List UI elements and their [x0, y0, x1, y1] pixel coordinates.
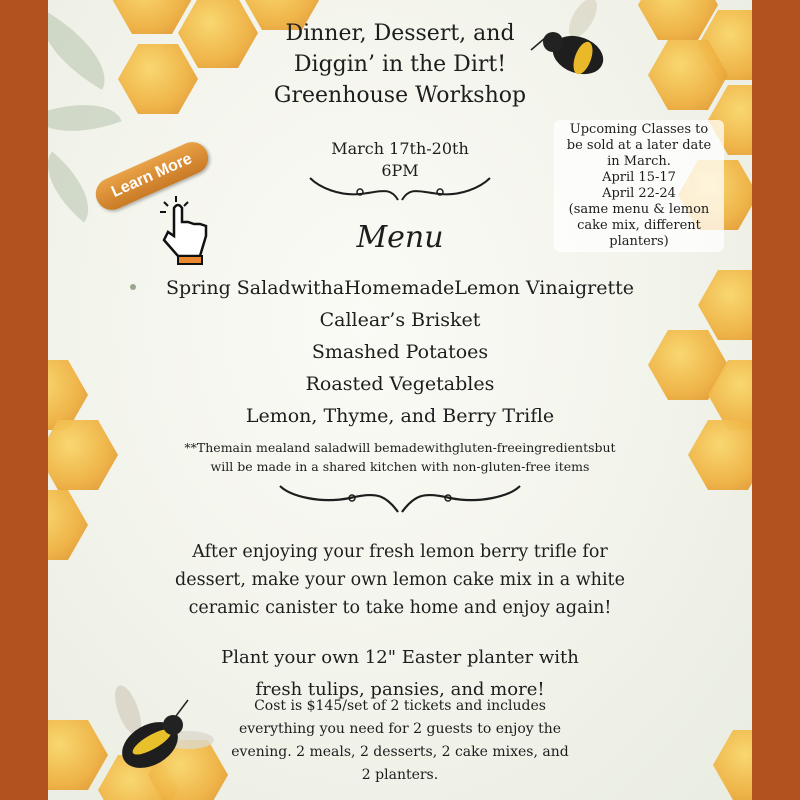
title-line: Diggin’ in the Dirt! [293, 52, 507, 77]
learn-more-label: Learn More [108, 150, 195, 201]
gluten-free-note [48, 438, 752, 476]
event-flyer [48, 0, 752, 800]
planter-line: fresh tulips, pansies, and more! [255, 679, 545, 700]
menu-item: Callear’s Brisket [319, 309, 481, 331]
menu-item: Lemon, Thyme, and Berry Trifle [245, 405, 555, 427]
title-line: Dinner, Dessert, and [285, 21, 515, 46]
menu-heading: Menu [356, 220, 444, 255]
upcoming-line: cake mix, different [577, 218, 701, 233]
upcoming-line: in March. [607, 154, 671, 169]
cost-line: evening. 2 meals, 2 desserts, 2 cake mixes, and [231, 744, 569, 760]
event-title [48, 18, 752, 111]
menu-item: Spring SaladwithaHomemadeLemon Vinaigrette [166, 277, 634, 299]
cost-text [48, 695, 752, 787]
cost-line: 2 planters. [361, 767, 439, 783]
note-line: will be made in a shared kitchen with non-gluten-free items [210, 459, 590, 474]
upcoming-line: planters) [609, 234, 669, 249]
cost-line: Cost is $145/set of 2 tickets and includes [254, 698, 546, 714]
event-time: 6PM [381, 161, 419, 180]
note-line: **Themain mealand saladwill bemadewithgluten-freeingredientsbut [184, 440, 616, 455]
description-line: After enjoying your fresh lemon berry trifle for [192, 542, 608, 562]
description-line: ceramic canister to take home and enjoy again! [188, 598, 612, 618]
flourish-divider-icon [300, 170, 500, 210]
menu-item: Roasted Vegetables [305, 373, 495, 395]
upcoming-line: (same menu & lemon [568, 202, 710, 217]
upcoming-line: be sold at a later date [566, 138, 712, 153]
menu-item: Smashed Potatoes [311, 341, 489, 363]
upcoming-line: Upcoming Classes to [569, 122, 709, 137]
upcoming-line: April 15-17 [602, 170, 676, 185]
description-text [48, 538, 752, 622]
menu-list [48, 272, 752, 432]
planter-line: Plant your own 12" Easter planter with [221, 647, 579, 668]
cost-line: everything you need for 2 guests to enjoy the [238, 721, 562, 737]
event-date-range: March 17th-20th [331, 139, 469, 158]
upcoming-line: April 22-24 [602, 186, 676, 201]
title-line: Greenhouse Workshop [273, 83, 527, 108]
flourish-divider-icon [260, 478, 540, 518]
description-line: dessert, make your own lemon cake mix in a white [175, 570, 625, 590]
